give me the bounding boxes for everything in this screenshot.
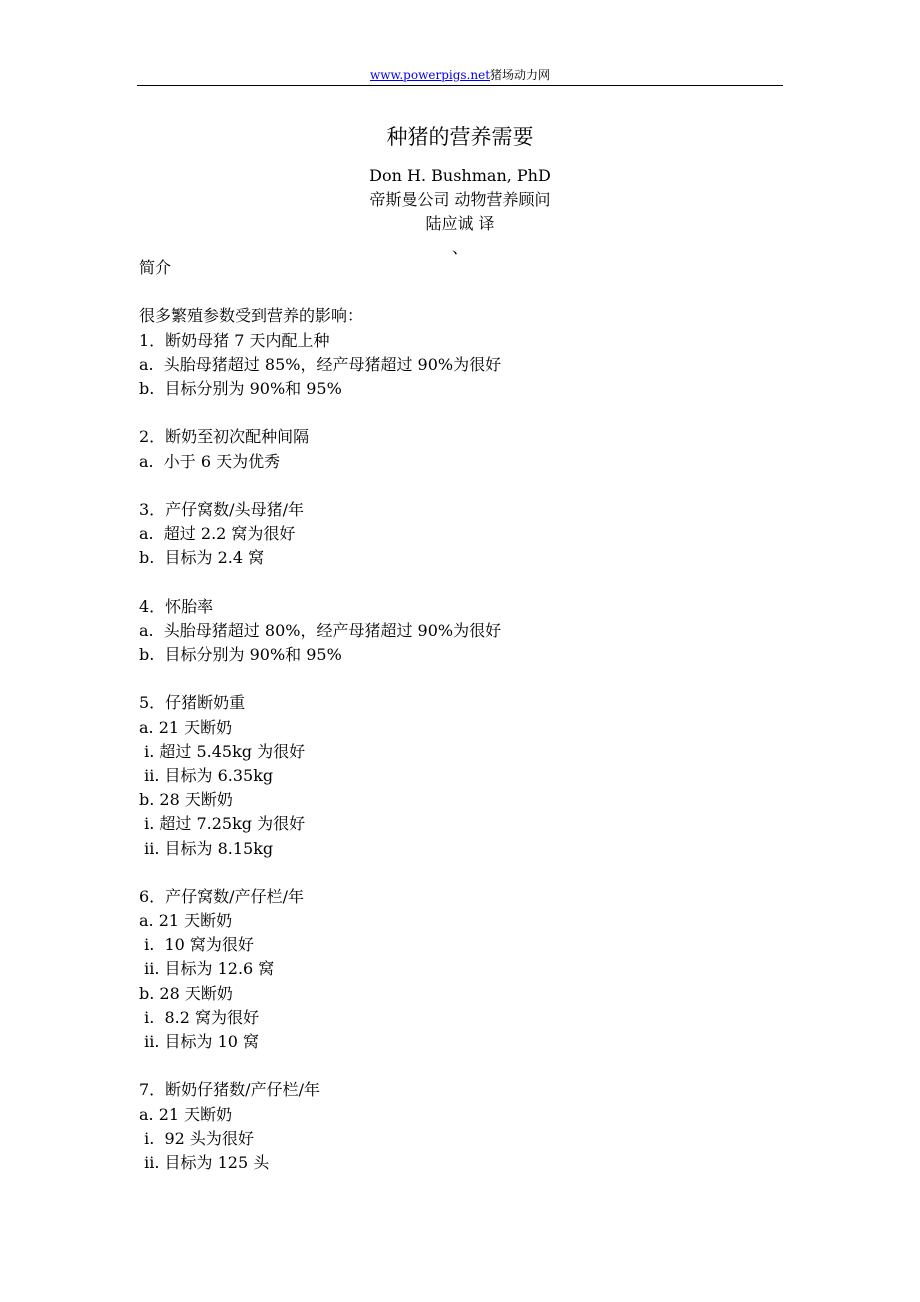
- title-block: [0, 122, 920, 260]
- body-line: a. 21 天断奶: [139, 717, 233, 737]
- body-line: 2．断奶至初次配种间隔: [139, 427, 310, 447]
- body-line: a. 小于 6 天为优秀: [139, 451, 281, 471]
- header-link[interactable]: www.powerpigs.net: [369, 68, 491, 82]
- body-line: ⅱ. 目标为 125 头: [139, 1152, 270, 1172]
- body-line: 简介: [139, 258, 172, 277]
- body-line: b. 目标分别为 90%和 95%: [139, 645, 342, 664]
- body-line: ⅰ. 10 窝为很好: [139, 935, 254, 955]
- body-line: b. 28 天断奶: [139, 790, 233, 810]
- stray-mark: 、: [451, 238, 468, 257]
- body-line: 很多繁殖参数受到营养的影响：: [139, 306, 364, 326]
- body-line: a. 超过 2.2 窝为很好: [139, 524, 296, 544]
- body-line: a. 21 天断奶: [139, 1104, 233, 1124]
- blank-line: [139, 280, 799, 304]
- body-line: 4．怀胎率: [139, 596, 214, 616]
- body-line: ⅱ. 目标为 12.6 窝: [139, 959, 275, 979]
- body-line: b. 目标分别为 90%和 95%: [139, 378, 342, 398]
- blank-line: [139, 1054, 799, 1078]
- body-line: 1．断奶母猪 7 天内配上种: [139, 330, 330, 350]
- translator: 陆应诚 译: [425, 214, 495, 233]
- body-line: 5．仔猪断奶重: [139, 693, 246, 713]
- body-line: b. 28 天断奶: [139, 983, 233, 1003]
- body-line: 3．产仔窝数/头母猪/年: [139, 499, 304, 519]
- author: Don H. Bushman, PhD: [369, 166, 551, 185]
- blank-line: [139, 570, 799, 594]
- body-line: a. 21 天断奶: [139, 911, 233, 931]
- body-line: 7．断奶仔猪数/产仔栏/年: [139, 1080, 320, 1100]
- blank-line: [139, 474, 799, 498]
- header-site-name: 猪场动力网: [490, 68, 551, 82]
- blank-line: [139, 667, 799, 691]
- body-line: ⅰ. 8.2 窝为很好: [139, 1007, 259, 1027]
- body-line: a. 头胎母猪超过 80%，经产母猪超过 90%为很好: [139, 620, 502, 640]
- body-line: ⅰ. 超过 7.25kg 为很好: [139, 814, 306, 834]
- body-line: ⅱ. 目标为 8.15kg: [139, 838, 274, 858]
- body-line: b. 目标为 2.4 窝: [139, 548, 265, 568]
- body-line: ⅱ. 目标为 6.35kg: [139, 765, 274, 785]
- header-rule: [137, 85, 783, 86]
- body-line: a. 头胎母猪超过 85%，经产母猪超过 90%为很好: [139, 354, 502, 374]
- body-line: ⅱ. 目标为 10 窝: [139, 1032, 260, 1051]
- blank-line: [139, 401, 799, 425]
- document-body: [139, 256, 799, 1175]
- body-line: ⅰ. 92 头为很好: [139, 1128, 254, 1148]
- blank-line: [139, 861, 799, 885]
- body-line: 6．产仔窝数/产仔栏/年: [139, 886, 304, 906]
- document-title: 种猪的营养需要: [386, 125, 534, 149]
- affiliation: 帝斯曼公司 动物营养顾问: [369, 190, 551, 209]
- body-line: ⅰ. 超过 5.45kg 为很好: [139, 741, 306, 761]
- page-header: [0, 66, 920, 83]
